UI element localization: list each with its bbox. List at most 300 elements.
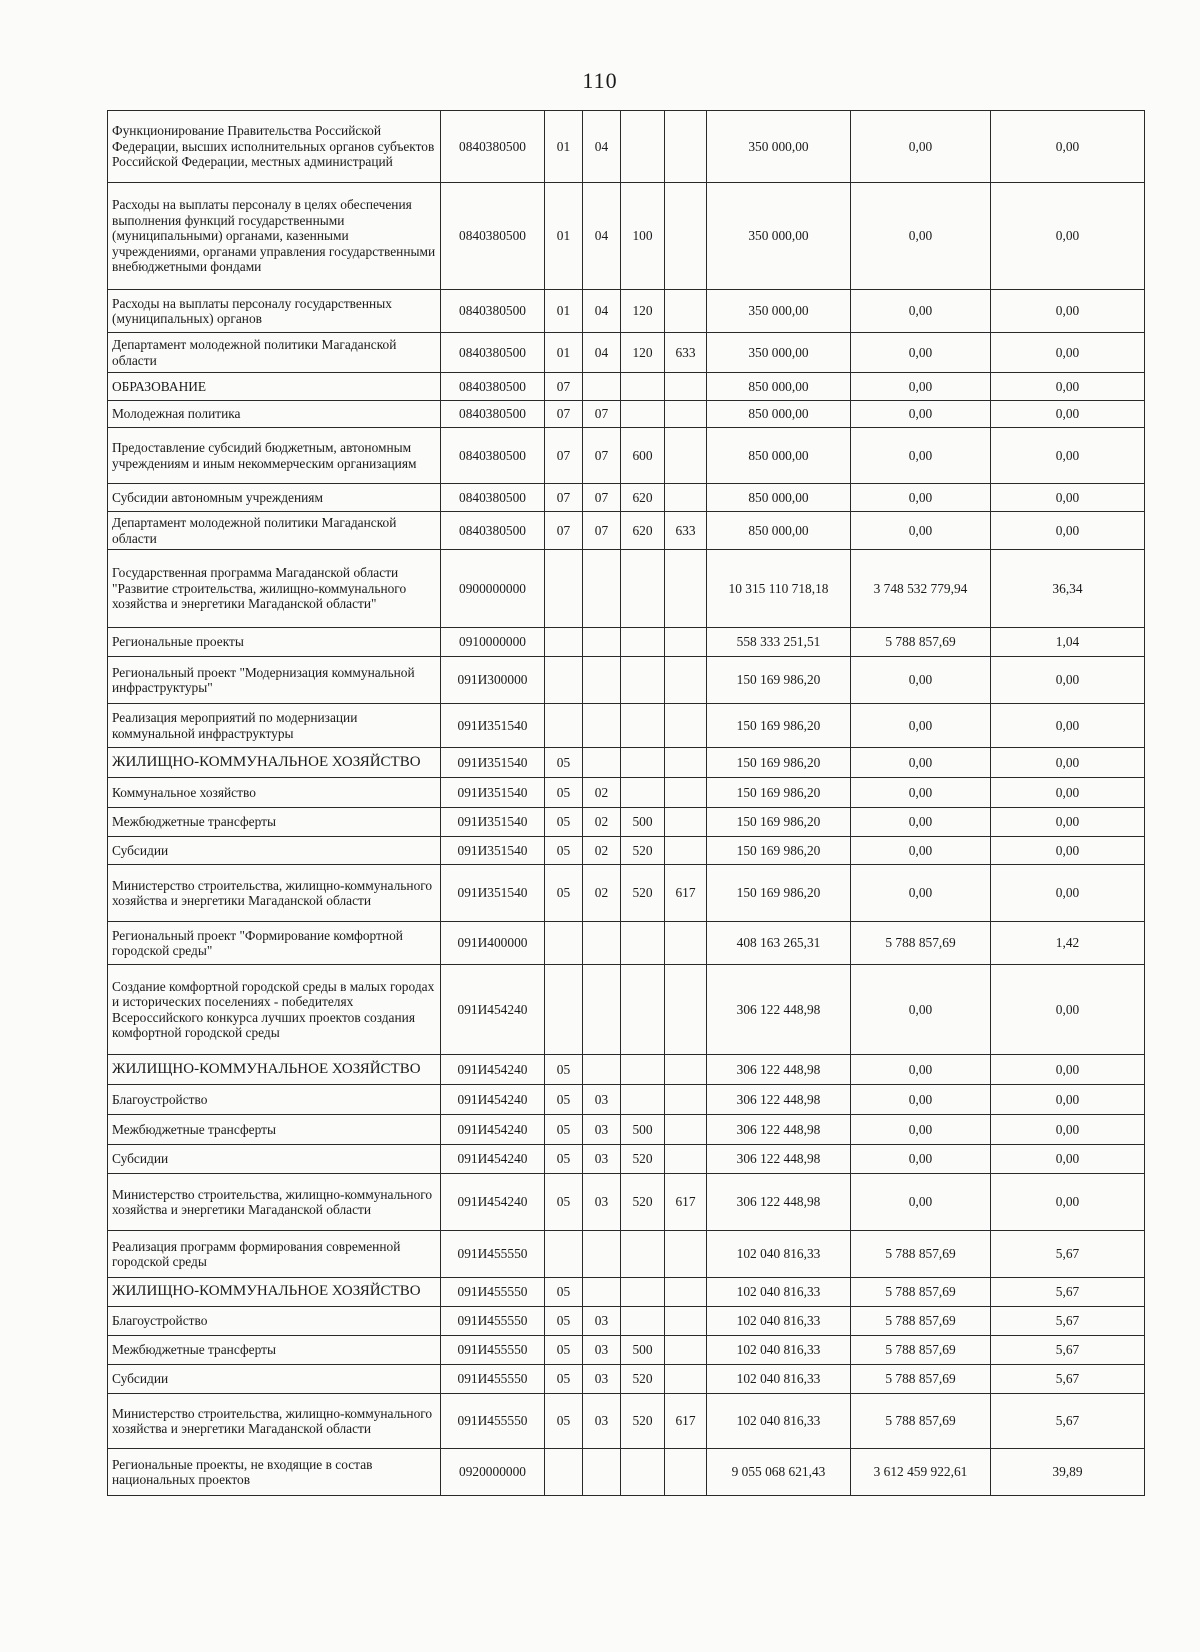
- row-percent: 0,00: [991, 290, 1145, 333]
- row-name: Расходы на выплаты персоналу в целях обеспечения выполнения функций государственными (муниципальными) органами, казенными учреждениями, органами управления государственными внебюджетными фондами: [108, 183, 441, 290]
- row-name: Межбюджетные трансферты: [108, 1115, 441, 1145]
- row-name: ЖИЛИЩНО-КОММУНАЛЬНОЕ ХОЗЯЙСТВО: [108, 748, 441, 778]
- row-planned-amount: 9 055 068 621,43: [707, 1449, 851, 1496]
- row-name: Субсидии: [108, 837, 441, 865]
- row-actual-amount: 0,00: [851, 183, 991, 290]
- row-planned-amount: 102 040 816,33: [707, 1278, 851, 1307]
- row-department-code: [665, 111, 707, 183]
- row-percent: 5,67: [991, 1365, 1145, 1394]
- row-section: 05: [545, 1055, 583, 1085]
- row-expense-type: [621, 748, 665, 778]
- row-name: Министерство строительства, жилищно-коммунального хозяйства и энергетики Магаданской области: [108, 1174, 441, 1231]
- row-actual-amount: 5 788 857,69: [851, 1278, 991, 1307]
- row-name: Благоустройство: [108, 1307, 441, 1336]
- row-target-code: 091И455550: [441, 1278, 545, 1307]
- row-subsection: [583, 1449, 621, 1496]
- row-section: 05: [545, 808, 583, 837]
- row-department-code: [665, 965, 707, 1055]
- table-row: [108, 1394, 1145, 1449]
- row-subsection: 03: [583, 1174, 621, 1231]
- row-name: Реализация программ формирования современной городской среды: [108, 1231, 441, 1278]
- table-row: [108, 1085, 1145, 1115]
- row-name: Реализация мероприятий по модернизации коммунальной инфраструктуры: [108, 704, 441, 748]
- row-percent: 0,00: [991, 484, 1145, 512]
- row-department-code: [665, 1365, 707, 1394]
- row-actual-amount: 0,00: [851, 748, 991, 778]
- table-row: [108, 1231, 1145, 1278]
- row-planned-amount: 306 122 448,98: [707, 1085, 851, 1115]
- row-section: 05: [545, 1336, 583, 1365]
- row-planned-amount: 350 000,00: [707, 111, 851, 183]
- row-name: ОБРАЗОВАНИЕ: [108, 373, 441, 401]
- row-expense-type: [621, 704, 665, 748]
- row-target-code: 091И455550: [441, 1307, 545, 1336]
- budget-table-body: [108, 111, 1145, 1496]
- row-expense-type: [621, 373, 665, 401]
- row-name: Функционирование Правительства Российской Федерации, высших исполнительных органов субъектов Российской Федерации, местных администраций: [108, 111, 441, 183]
- row-actual-amount: 5 788 857,69: [851, 922, 991, 965]
- row-target-code: 091И351540: [441, 778, 545, 808]
- table-row: [108, 550, 1145, 628]
- row-department-code: 633: [665, 512, 707, 550]
- row-planned-amount: 558 333 251,51: [707, 628, 851, 657]
- table-row: [108, 1307, 1145, 1336]
- row-subsection: 03: [583, 1145, 621, 1174]
- row-expense-type: [621, 1231, 665, 1278]
- row-percent: 39,89: [991, 1449, 1145, 1496]
- row-subsection: [583, 1231, 621, 1278]
- row-department-code: [665, 550, 707, 628]
- row-name: Региональные проекты: [108, 628, 441, 657]
- row-subsection: 02: [583, 808, 621, 837]
- row-percent: 5,67: [991, 1336, 1145, 1365]
- row-actual-amount: 0,00: [851, 373, 991, 401]
- row-target-code: 0840380500: [441, 111, 545, 183]
- row-target-code: 0900000000: [441, 550, 545, 628]
- table-row: [108, 428, 1145, 484]
- row-section: 05: [545, 1085, 583, 1115]
- row-department-code: [665, 1336, 707, 1365]
- row-subsection: 03: [583, 1394, 621, 1449]
- row-expense-type: [621, 657, 665, 704]
- row-percent: 0,00: [991, 965, 1145, 1055]
- row-expense-type: 620: [621, 484, 665, 512]
- row-target-code: 0840380500: [441, 401, 545, 428]
- row-department-code: [665, 1278, 707, 1307]
- row-percent: 5,67: [991, 1231, 1145, 1278]
- table-row: [108, 1145, 1145, 1174]
- table-row: [108, 373, 1145, 401]
- table-row: [108, 111, 1145, 183]
- row-section: 05: [545, 837, 583, 865]
- row-department-code: [665, 922, 707, 965]
- row-section: 01: [545, 111, 583, 183]
- row-percent: 0,00: [991, 704, 1145, 748]
- row-subsection: [583, 550, 621, 628]
- row-section: [545, 704, 583, 748]
- row-subsection: 03: [583, 1115, 621, 1145]
- row-section: 07: [545, 401, 583, 428]
- row-actual-amount: 0,00: [851, 1115, 991, 1145]
- row-percent: 0,00: [991, 333, 1145, 373]
- row-target-code: 091И454240: [441, 1085, 545, 1115]
- row-expense-type: 100: [621, 183, 665, 290]
- row-name: Расходы на выплаты персоналу государственных (муниципальных) органов: [108, 290, 441, 333]
- row-subsection: 07: [583, 428, 621, 484]
- row-name: Субсидии: [108, 1145, 441, 1174]
- row-percent: 0,00: [991, 111, 1145, 183]
- row-actual-amount: 0,00: [851, 428, 991, 484]
- row-subsection: [583, 373, 621, 401]
- row-planned-amount: 306 122 448,98: [707, 1115, 851, 1145]
- table-row: [108, 837, 1145, 865]
- row-subsection: 04: [583, 333, 621, 373]
- row-actual-amount: 0,00: [851, 401, 991, 428]
- row-planned-amount: 350 000,00: [707, 333, 851, 373]
- row-target-code: 091И454240: [441, 1145, 545, 1174]
- row-department-code: [665, 748, 707, 778]
- row-department-code: [665, 183, 707, 290]
- row-planned-amount: 306 122 448,98: [707, 1145, 851, 1174]
- row-section: 05: [545, 1307, 583, 1336]
- row-name: Государственная программа Магаданской области "Развитие строительства, жилищно-коммунального хозяйства и энергетики Магаданской области": [108, 550, 441, 628]
- row-subsection: 03: [583, 1336, 621, 1365]
- row-section: [545, 965, 583, 1055]
- row-target-code: 091И454240: [441, 1174, 545, 1231]
- row-planned-amount: 102 040 816,33: [707, 1307, 851, 1336]
- table-row: [108, 290, 1145, 333]
- row-department-code: [665, 290, 707, 333]
- table-row: [108, 657, 1145, 704]
- row-subsection: [583, 657, 621, 704]
- row-name: Межбюджетные трансферты: [108, 1336, 441, 1365]
- row-section: [545, 1449, 583, 1496]
- row-subsection: [583, 704, 621, 748]
- row-section: [545, 657, 583, 704]
- row-planned-amount: 850 000,00: [707, 512, 851, 550]
- row-name: Министерство строительства, жилищно-коммунального хозяйства и энергетики Магаданской области: [108, 865, 441, 922]
- row-department-code: [665, 628, 707, 657]
- row-percent: 0,00: [991, 1145, 1145, 1174]
- table-row: [108, 1336, 1145, 1365]
- row-target-code: 0910000000: [441, 628, 545, 657]
- row-target-code: 091И454240: [441, 965, 545, 1055]
- row-subsection: [583, 1278, 621, 1307]
- row-expense-type: 500: [621, 1336, 665, 1365]
- row-department-code: [665, 1145, 707, 1174]
- row-name: Создание комфортной городской среды в малых городах и исторических поселениях - победителях Всероссийского конкурса лучших проектов создания комфортной городской среды: [108, 965, 441, 1055]
- row-planned-amount: 102 040 816,33: [707, 1394, 851, 1449]
- table-row: [108, 1174, 1145, 1231]
- row-actual-amount: 0,00: [851, 1085, 991, 1115]
- row-expense-type: 520: [621, 1145, 665, 1174]
- row-name: Благоустройство: [108, 1085, 441, 1115]
- row-name: Департамент молодежной политики Магаданской области: [108, 512, 441, 550]
- row-actual-amount: 0,00: [851, 965, 991, 1055]
- row-section: 07: [545, 512, 583, 550]
- row-planned-amount: 350 000,00: [707, 183, 851, 290]
- row-expense-type: 500: [621, 1115, 665, 1145]
- row-department-code: [665, 1055, 707, 1085]
- row-planned-amount: 102 040 816,33: [707, 1336, 851, 1365]
- row-expense-type: [621, 1085, 665, 1115]
- row-department-code: [665, 1115, 707, 1145]
- row-target-code: 0840380500: [441, 290, 545, 333]
- table-row: [108, 1449, 1145, 1496]
- row-expense-type: [621, 628, 665, 657]
- row-subsection: 07: [583, 484, 621, 512]
- row-percent: 0,00: [991, 865, 1145, 922]
- table-row: [108, 704, 1145, 748]
- row-expense-type: [621, 1307, 665, 1336]
- row-department-code: [665, 778, 707, 808]
- row-section: 01: [545, 290, 583, 333]
- row-expense-type: 520: [621, 1174, 665, 1231]
- row-percent: 0,00: [991, 373, 1145, 401]
- row-expense-type: [621, 778, 665, 808]
- row-name: Коммунальное хозяйство: [108, 778, 441, 808]
- row-department-code: [665, 401, 707, 428]
- row-target-code: 091И400000: [441, 922, 545, 965]
- row-planned-amount: 150 169 986,20: [707, 865, 851, 922]
- table-row: [108, 1055, 1145, 1085]
- row-actual-amount: 5 788 857,69: [851, 628, 991, 657]
- table-row: [108, 808, 1145, 837]
- row-expense-type: 520: [621, 1365, 665, 1394]
- row-percent: 0,00: [991, 1085, 1145, 1115]
- table-row: [108, 965, 1145, 1055]
- row-planned-amount: 306 122 448,98: [707, 1055, 851, 1085]
- row-department-code: [665, 837, 707, 865]
- row-actual-amount: 0,00: [851, 704, 991, 748]
- row-expense-type: 520: [621, 837, 665, 865]
- row-expense-type: [621, 1449, 665, 1496]
- row-expense-type: 520: [621, 865, 665, 922]
- row-planned-amount: 850 000,00: [707, 428, 851, 484]
- row-actual-amount: 3 748 532 779,94: [851, 550, 991, 628]
- row-target-code: 0840380500: [441, 428, 545, 484]
- row-percent: 36,34: [991, 550, 1145, 628]
- row-percent: 5,67: [991, 1307, 1145, 1336]
- row-name: Субсидии: [108, 1365, 441, 1394]
- row-subsection: [583, 748, 621, 778]
- table-row: [108, 628, 1145, 657]
- row-section: [545, 1231, 583, 1278]
- row-department-code: 617: [665, 1394, 707, 1449]
- row-department-code: [665, 808, 707, 837]
- row-section: 01: [545, 333, 583, 373]
- row-section: 05: [545, 778, 583, 808]
- row-name: Региональный проект "Формирование комфортной городской среды": [108, 922, 441, 965]
- row-actual-amount: 5 788 857,69: [851, 1394, 991, 1449]
- row-percent: 5,67: [991, 1278, 1145, 1307]
- budget-table: [107, 110, 1145, 1496]
- row-actual-amount: 0,00: [851, 865, 991, 922]
- table-row: [108, 484, 1145, 512]
- row-planned-amount: 102 040 816,33: [707, 1365, 851, 1394]
- row-subsection: 03: [583, 1365, 621, 1394]
- row-department-code: 633: [665, 333, 707, 373]
- row-expense-type: [621, 401, 665, 428]
- row-section: 05: [545, 1394, 583, 1449]
- row-percent: 0,00: [991, 183, 1145, 290]
- row-department-code: [665, 1085, 707, 1115]
- row-target-code: 091И455550: [441, 1365, 545, 1394]
- row-section: 07: [545, 484, 583, 512]
- row-target-code: 0840380500: [441, 373, 545, 401]
- row-target-code: 091И454240: [441, 1115, 545, 1145]
- row-expense-type: 520: [621, 1394, 665, 1449]
- table-row: [108, 922, 1145, 965]
- row-target-code: 0840380500: [441, 484, 545, 512]
- row-target-code: 091И455550: [441, 1336, 545, 1365]
- table-row: [108, 778, 1145, 808]
- row-subsection: [583, 1055, 621, 1085]
- row-section: [545, 628, 583, 657]
- row-target-code: 0840380500: [441, 333, 545, 373]
- row-subsection: 02: [583, 837, 621, 865]
- row-section: [545, 550, 583, 628]
- row-name: Межбюджетные трансферты: [108, 808, 441, 837]
- row-subsection: 02: [583, 778, 621, 808]
- row-section: 05: [545, 1174, 583, 1231]
- row-name: Министерство строительства, жилищно-коммунального хозяйства и энергетики Магаданской области: [108, 1394, 441, 1449]
- row-percent: 0,00: [991, 837, 1145, 865]
- row-percent: 1,42: [991, 922, 1145, 965]
- row-percent: 0,00: [991, 1174, 1145, 1231]
- row-planned-amount: 102 040 816,33: [707, 1231, 851, 1278]
- row-percent: 0,00: [991, 657, 1145, 704]
- row-actual-amount: 0,00: [851, 290, 991, 333]
- row-subsection: [583, 628, 621, 657]
- row-percent: 0,00: [991, 808, 1145, 837]
- row-target-code: 091И454240: [441, 1055, 545, 1085]
- row-section: 05: [545, 1115, 583, 1145]
- table-row: [108, 1365, 1145, 1394]
- row-planned-amount: 150 169 986,20: [707, 808, 851, 837]
- row-section: 05: [545, 1145, 583, 1174]
- row-subsection: 04: [583, 183, 621, 290]
- row-expense-type: [621, 1278, 665, 1307]
- row-subsection: [583, 922, 621, 965]
- row-target-code: 0840380500: [441, 183, 545, 290]
- row-actual-amount: 0,00: [851, 808, 991, 837]
- row-actual-amount: 0,00: [851, 657, 991, 704]
- row-name: ЖИЛИЩНО-КОММУНАЛЬНОЕ ХОЗЯЙСТВО: [108, 1278, 441, 1307]
- row-department-code: [665, 373, 707, 401]
- row-department-code: [665, 704, 707, 748]
- row-target-code: 091И351540: [441, 704, 545, 748]
- row-percent: 5,67: [991, 1394, 1145, 1449]
- row-planned-amount: 350 000,00: [707, 290, 851, 333]
- row-expense-type: [621, 965, 665, 1055]
- row-actual-amount: 0,00: [851, 1145, 991, 1174]
- table-row: [108, 401, 1145, 428]
- row-planned-amount: 850 000,00: [707, 401, 851, 428]
- row-subsection: 07: [583, 512, 621, 550]
- row-target-code: 091И351540: [441, 748, 545, 778]
- row-actual-amount: 0,00: [851, 1055, 991, 1085]
- row-expense-type: 600: [621, 428, 665, 484]
- row-subsection: 03: [583, 1085, 621, 1115]
- row-actual-amount: 0,00: [851, 333, 991, 373]
- row-name: Субсидии автономным учреждениям: [108, 484, 441, 512]
- row-name: Департамент молодежной политики Магаданской области: [108, 333, 441, 373]
- row-section: 05: [545, 748, 583, 778]
- row-actual-amount: 3 612 459 922,61: [851, 1449, 991, 1496]
- row-actual-amount: 5 788 857,69: [851, 1365, 991, 1394]
- row-actual-amount: 0,00: [851, 484, 991, 512]
- row-percent: 0,00: [991, 512, 1145, 550]
- row-actual-amount: 5 788 857,69: [851, 1307, 991, 1336]
- row-section: 05: [545, 1278, 583, 1307]
- row-planned-amount: 150 169 986,20: [707, 657, 851, 704]
- row-percent: 0,00: [991, 778, 1145, 808]
- row-subsection: 02: [583, 865, 621, 922]
- row-actual-amount: 0,00: [851, 111, 991, 183]
- row-planned-amount: 150 169 986,20: [707, 837, 851, 865]
- row-department-code: [665, 1231, 707, 1278]
- row-planned-amount: 150 169 986,20: [707, 778, 851, 808]
- row-expense-type: [621, 1055, 665, 1085]
- table-row: [108, 183, 1145, 290]
- row-actual-amount: 0,00: [851, 837, 991, 865]
- row-actual-amount: 5 788 857,69: [851, 1231, 991, 1278]
- row-department-code: [665, 1449, 707, 1496]
- row-section: 01: [545, 183, 583, 290]
- row-department-code: 617: [665, 865, 707, 922]
- table-row: [108, 512, 1145, 550]
- row-planned-amount: 10 315 110 718,18: [707, 550, 851, 628]
- row-expense-type: 500: [621, 808, 665, 837]
- row-planned-amount: 306 122 448,98: [707, 1174, 851, 1231]
- row-section: 07: [545, 373, 583, 401]
- row-expense-type: 620: [621, 512, 665, 550]
- row-percent: 0,00: [991, 401, 1145, 428]
- row-planned-amount: 850 000,00: [707, 484, 851, 512]
- table-row: [108, 748, 1145, 778]
- row-target-code: 0840380500: [441, 512, 545, 550]
- row-planned-amount: 408 163 265,31: [707, 922, 851, 965]
- row-target-code: 091И455550: [441, 1231, 545, 1278]
- row-actual-amount: 5 788 857,69: [851, 1336, 991, 1365]
- row-expense-type: [621, 922, 665, 965]
- page-number: 110: [582, 68, 618, 93]
- table-row: [108, 1115, 1145, 1145]
- row-subsection: 07: [583, 401, 621, 428]
- row-name: Региональный проект "Модернизация коммунальной инфраструктуры": [108, 657, 441, 704]
- row-expense-type: 120: [621, 290, 665, 333]
- row-target-code: 0920000000: [441, 1449, 545, 1496]
- row-percent: 0,00: [991, 1055, 1145, 1085]
- row-expense-type: [621, 550, 665, 628]
- row-name: Предоставление субсидий бюджетным, автономным учреждениям и иным некоммерческим организациям: [108, 428, 441, 484]
- row-planned-amount: 150 169 986,20: [707, 748, 851, 778]
- row-planned-amount: 850 000,00: [707, 373, 851, 401]
- table-row: [108, 1278, 1145, 1307]
- row-subsection: 03: [583, 1307, 621, 1336]
- row-percent: 0,00: [991, 748, 1145, 778]
- row-percent: 1,04: [991, 628, 1145, 657]
- row-subsection: 04: [583, 111, 621, 183]
- row-subsection: 04: [583, 290, 621, 333]
- row-department-code: [665, 1307, 707, 1336]
- row-expense-type: 120: [621, 333, 665, 373]
- row-section: [545, 922, 583, 965]
- row-department-code: 617: [665, 1174, 707, 1231]
- row-subsection: [583, 965, 621, 1055]
- row-department-code: [665, 484, 707, 512]
